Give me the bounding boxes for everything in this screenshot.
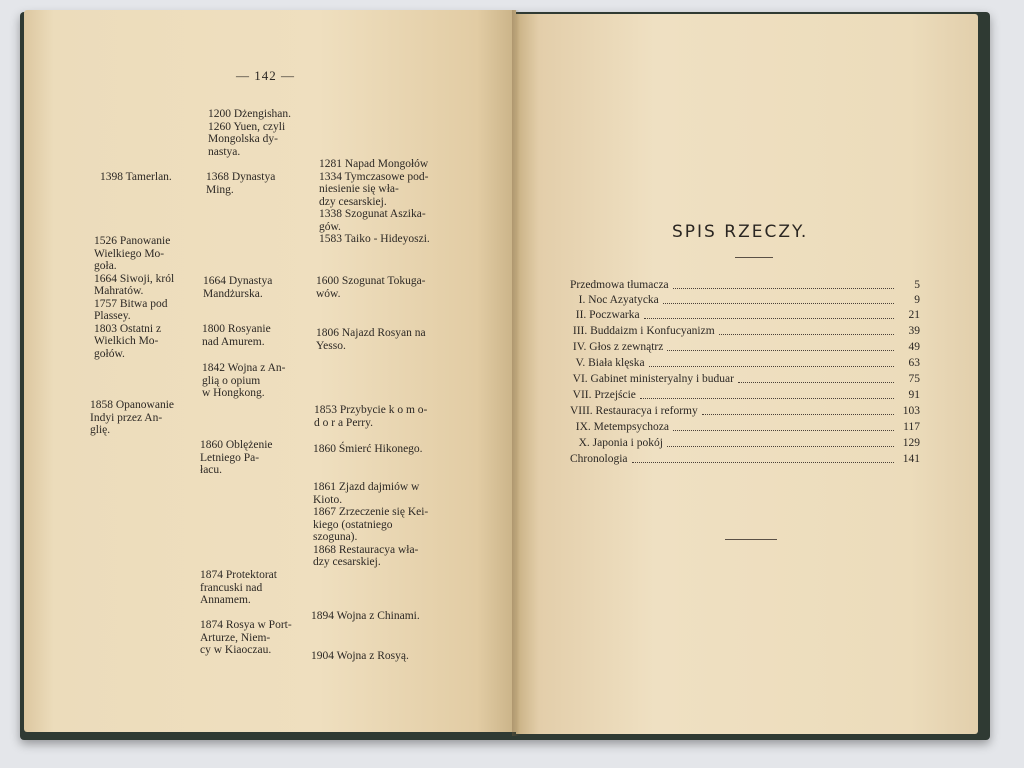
toc-leader	[719, 324, 894, 335]
toc-item	[570, 420, 920, 434]
toc-page: 91	[908, 389, 920, 401]
toc-leader	[667, 436, 894, 447]
toc-label: Chronologia	[570, 453, 628, 465]
toc-leader	[632, 452, 895, 463]
toc-page: 75	[908, 373, 920, 385]
toc-leader	[644, 308, 894, 319]
toc-page: 103	[902, 405, 920, 417]
book-gutter	[512, 10, 520, 736]
toc-item	[570, 388, 920, 402]
toc-label: II. Poczwarka	[570, 309, 640, 321]
toc-page: 117	[903, 421, 920, 433]
toc-leader	[640, 388, 894, 399]
chronology-entry: 1874 Rosya w Port- Arturze, Niem- cy w Kiaoczau.	[200, 619, 292, 656]
bottom-rule	[725, 539, 777, 540]
toc-page: 129	[902, 437, 920, 449]
chronology-entry: 1860 Oblężenie Letniego Pa- łacu.	[200, 439, 273, 476]
chronology-entry: 1806 Najazd Rosyan na Yesso.	[316, 327, 426, 352]
toc-label: X. Japonia i pokój	[570, 437, 663, 449]
chronology-entry: 1600 Szogunat Tokuga- wów.	[316, 275, 426, 300]
toc-label: V. Biała klęska	[570, 357, 645, 369]
toc-label: III. Buddaizm i Konfucyanizm	[570, 325, 715, 337]
chronology-entry: 1894 Wojna z Chinami.	[311, 610, 420, 622]
chronology-entry: 1861 Zjazd dajmiów w Kioto. 1867 Zrzeczenie się Kei- kiego (ostatniego szoguna). 1868 Restauracya wła- dzy cesarskiej.	[313, 481, 429, 568]
toc-leader	[649, 356, 894, 367]
toc-leader	[738, 372, 894, 383]
chronology-entry: 1526 Panowanie Wielkiego Mo- goła. 1664 Siwoji, król Mahratów. 1757 Bitwa pod Plassey. 1803 Ostatni z Wielkich Mo- gołów.	[94, 235, 175, 360]
toc-item	[570, 324, 920, 338]
toc-page: 39	[908, 325, 920, 337]
toc-item	[570, 278, 920, 292]
toc-item	[570, 293, 920, 307]
toc-title: SPIS RZECZY.	[672, 222, 809, 242]
toc-leader	[702, 404, 894, 415]
toc-leader	[667, 340, 894, 351]
toc-item	[570, 452, 920, 466]
chronology-entry: 1858 Opanowanie Indyi przez An- glię.	[90, 399, 174, 436]
toc-page: 5	[914, 279, 920, 291]
toc-leader	[673, 420, 894, 431]
toc-label: VII. Przejście	[570, 389, 636, 401]
toc-label: Przedmowa tłumacza	[570, 279, 669, 291]
toc-leader	[673, 278, 894, 289]
toc-item	[570, 340, 920, 354]
chronology-entry: 1368 Dynastya Ming.	[206, 171, 276, 196]
chronology-entry: 1664 Dynastya Mandżurska.	[203, 275, 273, 300]
chronology-entry: 1842 Wojna z An- glią o opium w Hongkong.	[202, 362, 286, 399]
chronology-entry: 1874 Protektorat francuski nad Annamem.	[200, 569, 277, 606]
chronology-entry: 1904 Wojna z Rosyą.	[311, 650, 409, 662]
toc-label: IX. Metempsychoza	[570, 421, 669, 433]
toc-item	[570, 436, 920, 450]
chronology-entry: 1398 Tamerlan.	[100, 171, 172, 183]
toc-item	[570, 356, 920, 370]
chronology-entry: 1281 Napad Mongołów 1334 Tymczasowe pod- niesienie się wła- dzy cesarskiej. 1338 Szogunat Aszika- gów. 1583 Taiko - Hideyoszi.	[319, 158, 430, 245]
toc-page: 9	[914, 294, 920, 306]
chronology-entry: 1853 Przybycie k o m o- d o r a Perry.	[314, 404, 428, 429]
toc-page: 63	[908, 357, 920, 369]
toc-item	[570, 372, 920, 386]
toc-label: I. Noc Azyatycka	[570, 294, 659, 306]
toc-label: IV. Głos z zewnątrz	[570, 341, 664, 353]
toc-label: VIII. Restauracya i reformy	[570, 405, 698, 417]
toc-item	[570, 404, 920, 418]
chronology-entry: 1860 Śmierć Hikonego.	[313, 443, 423, 455]
toc-page: 49	[908, 341, 920, 353]
toc-page: 21	[908, 309, 920, 321]
toc-label: VI. Gabinet ministeryalny i buduar	[570, 373, 734, 385]
chronology-entry: 1200 Dżengishan. 1260 Yuen, czyli Mongolska dy- nastya.	[208, 108, 292, 158]
toc-leader	[663, 293, 894, 304]
page-number: — 142 —	[236, 68, 295, 83]
title-rule	[735, 257, 773, 258]
chronology-entry: 1800 Rosyanie nad Amurem.	[202, 323, 271, 348]
toc-item	[570, 308, 920, 322]
toc-page: 141	[902, 453, 920, 465]
